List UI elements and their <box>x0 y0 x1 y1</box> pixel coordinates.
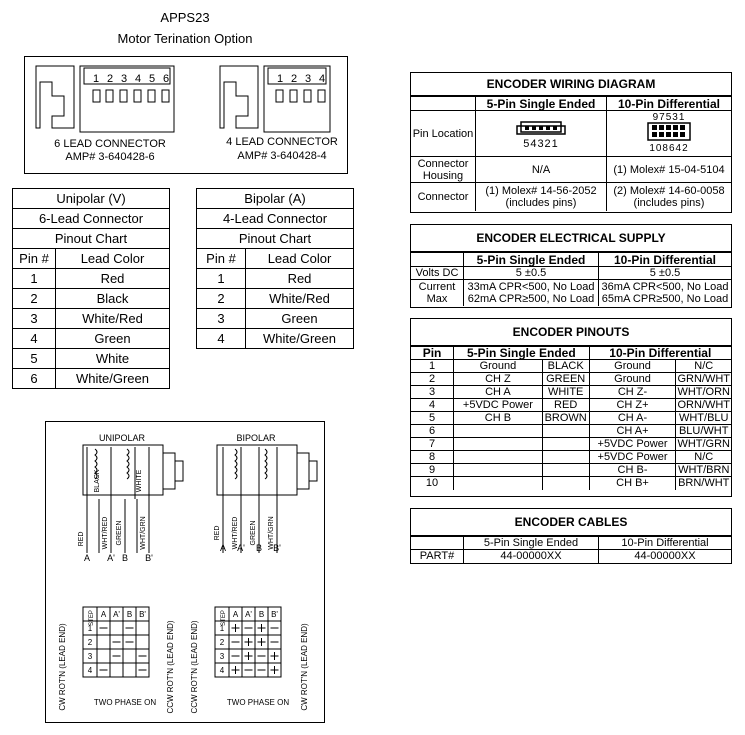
step-phase-header: B' <box>271 610 278 619</box>
bi-cw-label: CW ROT'N (LEAD END) <box>300 623 309 711</box>
phase-label-uni: B <box>121 553 129 563</box>
pinouts-se-function <box>454 477 543 490</box>
se-housing: N/A <box>476 157 607 183</box>
six-connector-label: 6 LEAD CONNECTOR <box>54 138 166 150</box>
pinouts-diff-color: WHT/ORN <box>677 386 730 398</box>
cables-col-se: 5-Pin Single Ended <box>464 537 599 550</box>
bipolar-col-color: Lead Color <box>246 249 354 269</box>
phase-label-bi: B <box>255 543 263 553</box>
pinouts-row <box>411 360 731 373</box>
pinouts-se-function <box>454 438 543 451</box>
pinouts-se-function: Ground <box>454 360 543 373</box>
pinouts-se-function <box>454 464 543 477</box>
pinouts-diff-function: CH Z- <box>589 386 676 399</box>
bi-two-phase: TWO PHASE ON <box>226 698 290 707</box>
uni-two-phase: TWO PHASE ON <box>93 698 157 707</box>
pinouts-se-function: CH Z <box>454 373 543 386</box>
pinouts-row <box>411 451 731 464</box>
unipolar-motor-shape <box>83 445 183 553</box>
unipolar-pin: 3 <box>13 309 56 329</box>
unipolar-row <box>13 309 170 329</box>
step-number: 3 <box>219 652 225 661</box>
pinouts-pin: 8 <box>411 451 454 464</box>
unipolar-pinout-table <box>12 188 170 389</box>
step-number: 3 <box>87 652 93 661</box>
pinouts-se-function <box>454 451 543 464</box>
six-connector-amp: AMP# 3-640428-6 <box>65 151 155 163</box>
unipolar-pin: 1 <box>13 269 56 289</box>
wire-label-uni: GREEN <box>116 520 123 546</box>
diff-connector-1: (2) Molex# 14-60-0058 <box>613 184 725 197</box>
phase-label-uni: B' <box>145 553 153 563</box>
diff-current-1: 36mA CPR<500, No Load <box>601 280 729 293</box>
unipolar-title: Unipolar (V) <box>13 189 170 209</box>
pinouts-diff-color: WHT/BRN <box>676 464 731 477</box>
bipolar-row <box>197 309 354 329</box>
pinouts-diff-color: BRN/WHT <box>676 477 731 490</box>
pinouts-pin: 9 <box>411 464 454 477</box>
pinouts-pin: 1 <box>411 360 454 373</box>
pinouts-se-color: RED <box>542 399 589 412</box>
unipolar-color: White/Red <box>56 309 170 329</box>
bipolar-color: White/Red <box>246 289 354 309</box>
wiring-title: ENCODER WIRING DIAGRAM <box>411 73 731 96</box>
pinouts-row <box>411 412 731 425</box>
unipolar-row <box>13 329 170 349</box>
unipolar-connector: 6-Lead Connector <box>13 209 170 229</box>
bipolar-label: BIPOLAR <box>236 433 276 443</box>
wire-label-bi: RED <box>214 525 221 541</box>
pinouts-diff-function: Ground <box>589 360 676 373</box>
step-number: 2 <box>219 638 225 647</box>
pinouts-diff-function: +5VDC Power <box>589 451 676 464</box>
wiring-row-pinloc: Pin Location <box>411 111 476 157</box>
bi-ccw-label: CCW ROT'N (LEAD END) <box>190 620 199 714</box>
step-number: 2 <box>87 638 93 647</box>
pinouts-row <box>411 373 731 386</box>
diff-connector-2: (includes pins) <box>633 196 705 209</box>
phase-label-bi: A' <box>237 543 245 553</box>
wiring-col-diff: 10-Pin Differential <box>607 97 732 111</box>
step-phase-header: A <box>100 610 107 619</box>
unipolar-color: Green <box>56 329 170 349</box>
uni-cw-label: CW ROT'N (LEAD END) <box>58 623 67 711</box>
pinouts-col-se: 5-Pin Single Ended <box>454 347 590 360</box>
four-pin-label: 2 <box>290 73 298 85</box>
pinouts-pin: 2 <box>411 373 454 386</box>
unipolar-pin: 6 <box>13 369 56 389</box>
pinouts-diff-color: WHT/BLU <box>676 412 731 425</box>
pinouts-row <box>411 477 731 490</box>
pinouts-diff-color: N/C <box>676 360 731 373</box>
pinouts-diff-function: CH Z+ <box>589 399 676 412</box>
se-connector-icon <box>511 114 571 150</box>
encoder-cables <box>410 508 732 564</box>
pinouts-title: ENCODER PINOUTS <box>411 319 731 346</box>
pinouts-pin: 10 <box>411 477 454 490</box>
unipolar-color: White/Green <box>56 369 170 389</box>
pinouts-diff-color: N/C <box>676 451 731 464</box>
current-label: Current <box>418 280 456 293</box>
diff-housing: (1) Molex# 15-04-5104 <box>607 157 732 183</box>
phase-label-bi: B' <box>273 543 281 553</box>
step-number: 4 <box>87 666 93 675</box>
page-subtitle: Motor Terination Option <box>117 31 253 46</box>
se-current-1: 33mA CPR<500, No Load <box>467 280 595 293</box>
unipolar-row <box>13 349 170 369</box>
se-connector-2: (includes pins) <box>505 196 577 209</box>
pinouts-se-color: BLACK <box>542 360 589 373</box>
pinouts-diff-color: ORN/WHT <box>677 399 730 411</box>
step-phase-header: B <box>126 610 133 619</box>
cables-diff-part: 44-00000XX <box>599 550 732 563</box>
pinouts-se-color <box>542 464 589 477</box>
six-pin-label: 2 <box>106 73 114 85</box>
bipolar-row <box>197 289 354 309</box>
motor-wiring-diagram <box>45 421 325 723</box>
pinouts-se-color <box>542 425 589 438</box>
pinouts-row <box>411 386 731 399</box>
six-pin-label: 5 <box>148 73 156 85</box>
bipolar-col-pin: Pin # <box>197 249 246 269</box>
wire-label-uni: WHT/RED <box>102 516 109 550</box>
unipolar-col-pin: Pin # <box>13 249 56 269</box>
supply-col-diff: 10-Pin Differential <box>599 253 732 267</box>
diff-pin-bottom: 108642 <box>649 143 689 153</box>
volts-label: Volts DC <box>411 267 464 280</box>
unipolar-row <box>13 289 170 309</box>
four-pin-label: 3 <box>304 73 312 85</box>
pinouts-diff-color: WHT/GRN <box>677 438 730 450</box>
pinouts-se-function: CH A <box>454 386 543 399</box>
step-phase-header: B <box>258 610 265 619</box>
four-connector-amp: AMP# 3-640428-4 <box>237 150 327 162</box>
uni-ccw-label: CCW ROT'N (LEAD END) <box>166 620 175 714</box>
pinouts-diff-color: GRN/WHT <box>677 373 730 385</box>
pinouts-diff-function: +5VDC Power <box>589 438 676 451</box>
pinouts-row <box>411 464 731 477</box>
se-current-2: 62mA CPR≥500, No Load <box>467 292 595 305</box>
se-pin-numbers: 54321 <box>523 138 559 150</box>
step-phase-header: A' <box>113 610 120 619</box>
four-connector-label: 4 LEAD CONNECTOR <box>226 136 338 148</box>
cables-col-diff: 10-Pin Differential <box>599 537 732 550</box>
bipolar-title: Bipolar (A) <box>197 189 354 209</box>
six-pin-label: 1 <box>92 73 100 85</box>
step-phase-header: B' <box>139 610 146 619</box>
pinouts-row <box>411 438 731 451</box>
wiring-row-housing: Connector Housing <box>411 157 476 183</box>
step-header: STEP <box>89 610 95 626</box>
unipolar-color: White <box>56 349 170 369</box>
pinouts-pin: 4 <box>411 399 454 412</box>
wire-label-uni-white: WHITE <box>136 469 143 493</box>
step-phase-header: A <box>232 610 239 619</box>
unipolar-col-color: Lead Color <box>56 249 170 269</box>
volts-se: 5 ±0.5 <box>464 267 599 280</box>
six-pin-label: 3 <box>120 73 128 85</box>
bipolar-chart-label: Pinout Chart <box>197 229 354 249</box>
pinouts-diff-function: CH A- <box>589 412 676 425</box>
unipolar-pin: 5 <box>13 349 56 369</box>
bipolar-row <box>197 329 354 349</box>
pinouts-diff-function: CH A+ <box>589 425 676 438</box>
pinouts-se-function: CH B <box>454 412 543 425</box>
bipolar-pin: 4 <box>197 329 246 349</box>
step-number: 1 <box>87 624 93 633</box>
bipolar-pin: 3 <box>197 309 246 329</box>
wire-label-bi: WHT/RED <box>232 516 239 550</box>
pinouts-pin: 6 <box>411 425 454 438</box>
supply-col-se: 5-Pin Single Ended <box>464 253 599 267</box>
connector-drawing <box>24 56 348 174</box>
step-phase-header: A' <box>245 610 252 619</box>
page-title: APPS23 <box>160 10 210 25</box>
pinouts-se-color <box>542 438 589 451</box>
pinouts-se-color: GREEN <box>542 373 589 386</box>
step-header: STEP <box>221 610 227 626</box>
encoder-electrical-supply <box>410 224 732 308</box>
bipolar-color: White/Green <box>246 329 354 349</box>
bipolar-pinout-table <box>196 188 354 349</box>
pinouts-diff-color: BLU/WHT <box>676 425 731 438</box>
diff-current-2: 65mA CPR≥500, No Load <box>601 292 729 305</box>
four-lead-connector-shape <box>220 66 330 132</box>
phase-label-bi: A <box>219 543 227 553</box>
step-number: 4 <box>219 666 225 675</box>
bipolar-color: Red <box>246 269 354 289</box>
unipolar-color: Red <box>56 269 170 289</box>
cables-row-label: PART# <box>411 550 464 563</box>
pinouts-diff-function: Ground <box>589 373 676 386</box>
step-number: 1 <box>219 624 225 633</box>
phase-label-uni: A <box>83 553 91 563</box>
unipolar-color: Black <box>56 289 170 309</box>
wire-label-uni-black: BLACK <box>94 469 101 493</box>
phase-label-uni: A' <box>107 553 115 563</box>
pinouts-se-color: BROWN <box>542 412 589 425</box>
six-pin-label: 6 <box>162 73 170 85</box>
four-pin-label: 1 <box>276 73 284 85</box>
encoder-pinouts <box>410 318 732 497</box>
unipolar-pin: 2 <box>13 289 56 309</box>
wire-label-uni: RED <box>78 531 85 547</box>
unipolar-row <box>13 269 170 289</box>
wiring-row-connector: Connector <box>411 183 476 211</box>
pinouts-diff-function: CH B- <box>589 464 676 477</box>
pinouts-pin: 3 <box>411 386 454 399</box>
bipolar-pin: 1 <box>197 269 246 289</box>
cables-se-part: 44-00000XX <box>464 550 599 563</box>
bipolar-row <box>197 269 354 289</box>
pinouts-se-color <box>542 451 589 464</box>
pinouts-se-color <box>542 477 589 490</box>
pinouts-pin: 5 <box>411 412 454 425</box>
bipolar-pin: 2 <box>197 289 246 309</box>
six-pin-label: 4 <box>134 73 142 85</box>
unipolar-row <box>13 369 170 389</box>
unipolar-chart-label: Pinout Chart <box>13 229 170 249</box>
pinouts-se-function <box>454 425 543 438</box>
unipolar-label: UNIPOLAR <box>98 433 146 443</box>
pinouts-row <box>411 399 731 412</box>
bipolar-color: Green <box>246 309 354 329</box>
wire-label-bi: WHT/GRN <box>268 516 275 550</box>
diff-connector-icon <box>634 111 704 153</box>
se-connector-1: (1) Molex# 14-56-2052 <box>485 184 597 197</box>
bipolar-connector: 4-Lead Connector <box>197 209 354 229</box>
encoder-wiring-diagram <box>410 72 732 213</box>
pinouts-se-function: +5VDC Power <box>454 399 543 412</box>
max-label: Max <box>426 292 448 305</box>
pinouts-row <box>411 425 731 438</box>
pinouts-pin: 7 <box>411 438 454 451</box>
pinouts-diff-function: CH B+ <box>589 477 676 490</box>
unipolar-pin: 4 <box>13 329 56 349</box>
wire-label-bi: GREEN <box>250 520 257 546</box>
pinouts-se-color: WHITE <box>542 386 589 399</box>
volts-diff: 5 ±0.5 <box>599 267 732 280</box>
four-pin-label: 4 <box>318 73 326 85</box>
supply-title: ENCODER ELECTRICAL SUPPLY <box>411 225 731 252</box>
pinouts-col-diff: 10-Pin Differential <box>589 347 731 360</box>
diff-pin-top: 97531 <box>652 112 686 123</box>
wiring-col-se: 5-Pin Single Ended <box>476 97 607 111</box>
cables-title: ENCODER CABLES <box>411 509 731 536</box>
pinouts-col-pin: Pin <box>411 347 454 360</box>
wire-label-uni: WHT/GRN <box>140 516 147 550</box>
